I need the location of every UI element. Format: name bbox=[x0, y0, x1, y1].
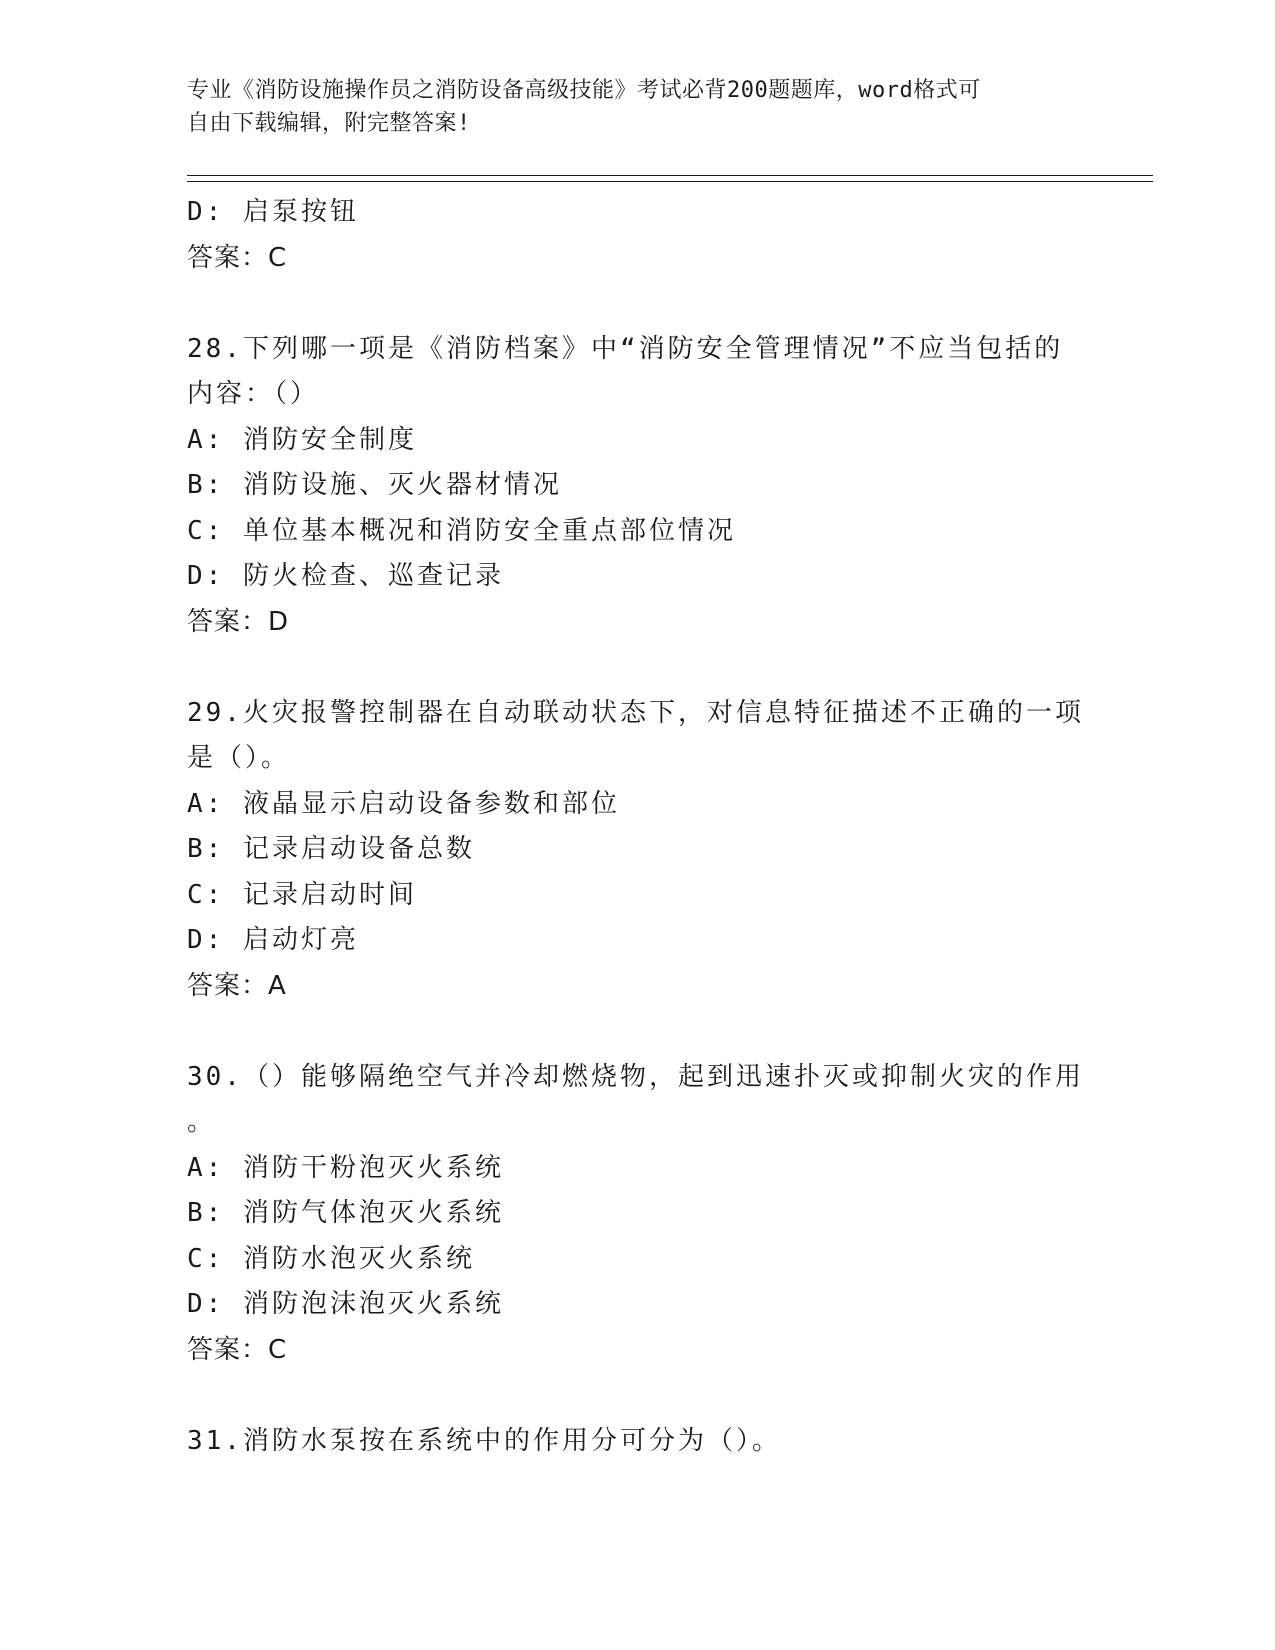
q28-stem-line-2: 内容：（） bbox=[187, 379, 320, 409]
spacer bbox=[187, 645, 1087, 691]
header-line-2: 自由下载编辑，附完整答案! bbox=[187, 111, 471, 136]
q29-answer: 答案：A bbox=[187, 970, 287, 1001]
q28-option-b: B: 消防设施、灭火器材情况 bbox=[187, 470, 562, 500]
q29-option-b: B: 记录启动设备总数 bbox=[187, 834, 475, 864]
q28-option-d: D: 防火检查、巡查记录 bbox=[187, 561, 504, 591]
question-30 bbox=[187, 1055, 1087, 1374]
spacer bbox=[187, 1009, 1087, 1055]
q30-answer: 答案：C bbox=[187, 1334, 288, 1365]
q31-stem-line-1: 31.消防水泵按在系统中的作用分可分为（）。 bbox=[187, 1425, 781, 1456]
prev-option-d: D: 启泵按钮 bbox=[187, 197, 359, 227]
q30-option-c: C: 消防水泡灭火系统 bbox=[187, 1243, 475, 1274]
spacer bbox=[187, 1373, 1087, 1419]
q30-stem-line-2: 。 bbox=[187, 1107, 217, 1137]
q29-option-d: D: 启动灯亮 bbox=[187, 925, 359, 955]
q28-option-c: C: 单位基本概况和消防安全重点部位情况 bbox=[187, 515, 736, 546]
question-28 bbox=[187, 327, 1087, 646]
question-29 bbox=[187, 691, 1087, 1010]
header-divider-top bbox=[187, 175, 1153, 176]
header-divider-bottom bbox=[187, 181, 1153, 182]
q30-stem-line-1: 30.（）能够隔绝空气并冷却燃烧物，起到迅速扑灭或抑制火灾的作用 bbox=[187, 1061, 1084, 1092]
header-line-1: 专业《消防设施操作员之消防设备高级技能》考试必背200题题库，word格式可 bbox=[187, 78, 981, 103]
q30-option-a: A: 消防干粉泡灭火系统 bbox=[187, 1152, 504, 1183]
q29-option-a: A: 液晶显示启动设备参数和部位 bbox=[187, 788, 620, 819]
question-content bbox=[187, 190, 1087, 1464]
document-header bbox=[187, 74, 1087, 140]
q29-stem-line-1: 29.火灾报警控制器在自动联动状态下，对信息特征描述不正确的一项 bbox=[187, 697, 1084, 728]
q29-stem-line-2: 是（）。 bbox=[187, 743, 291, 773]
q28-stem-line-1: 28.下列哪一项是《消防档案》中“消防安全管理情况”不应当包括的 bbox=[187, 333, 1064, 364]
q30-option-d: D: 消防泡沫泡灭火系统 bbox=[187, 1289, 504, 1319]
question-31 bbox=[187, 1419, 1087, 1465]
q28-answer: 答案：D bbox=[187, 606, 290, 637]
q28-option-a: A: 消防安全制度 bbox=[187, 424, 417, 455]
spacer bbox=[187, 281, 1087, 327]
q29-option-c: C: 记录启动时间 bbox=[187, 879, 417, 910]
q30-option-b: B: 消防气体泡灭火系统 bbox=[187, 1198, 504, 1228]
prev-answer: 答案：C bbox=[187, 242, 288, 273]
